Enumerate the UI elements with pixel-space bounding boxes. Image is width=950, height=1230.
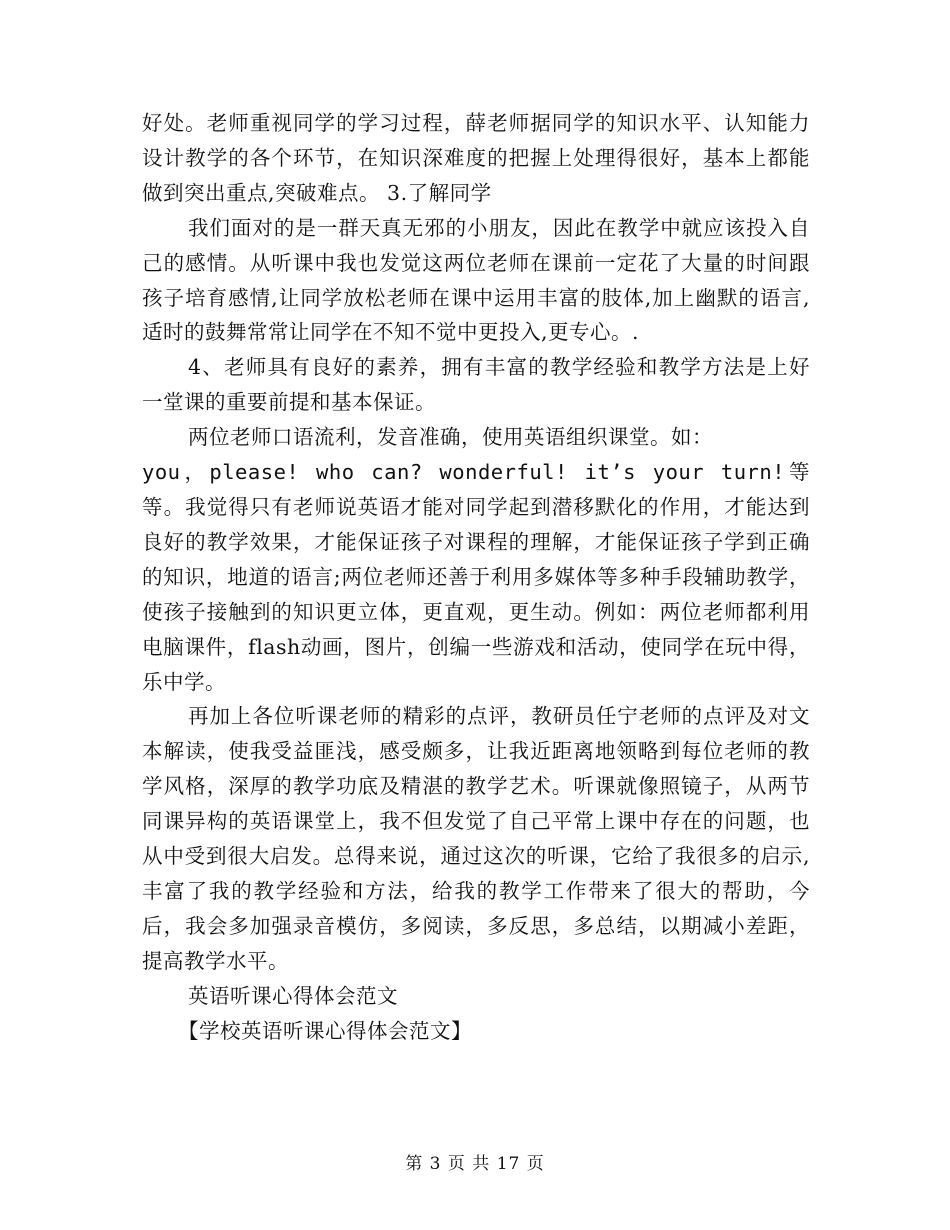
paragraph-2: 我们面对的是一群天真无邪的小朋友，因此在教学中就应该投入自己的感情。从听课中我也发觉这两位老师在课前一定花了大量的时间跟孩子培育感情,让同学放松老师在课中运用丰富的肢体,加上幽默的语言,适时的鼓舞常常让同学在不知不觉中更投入,更专心。.	[142, 215, 810, 345]
paragraph-5-text: 等等。我觉得只有老师说英语才能对同学起到潜移默化的作用，才能达到良好的教学效果，才能保证孩子对课程的理解，才能保证孩子学到正确的知识，地道的语言;两位老师还善于利用多媒体等多种手段辅助教学，使孩子接触到的知识更立体，更直观，更生动。例如：两位老师都利用电脑课件，flash动画，图片，创编一些游戏和活动，使同学在玩中得，乐中学。	[142, 460, 811, 694]
english-phrases: you，please! who can? wonderful! it’s your turn!	[142, 460, 786, 485]
section-heading: 英语听课心得体会范文	[188, 983, 398, 1008]
page-number: 第 3 页 共 17 页	[405, 1154, 545, 1174]
section-subheading: 【学校英语听课心得体会范文】	[178, 1018, 472, 1043]
document-body	[142, 106, 810, 1048]
paragraph-1: 好处。老师重视同学的学习过程，薛老师据同学的知识水平、认知能力设计教学的各个环节，在知识深难度的把握上处理得很好，基本上都能做到突出重点,突破难点。 3.了解同学	[142, 111, 810, 205]
page-footer	[0, 1152, 950, 1176]
paragraph-5	[142, 455, 810, 699]
paragraph-4: 两位老师口语流利，发音准确，使用英语组织课堂。如：	[188, 425, 713, 450]
paragraph-3: 4、老师具有良好的素养，拥有丰富的教学经验和教学方法是上好一堂课的重要前提和基本保证。	[142, 355, 810, 415]
paragraph-6: 再加上各位听课老师的精彩的点评，教研员任宁老师的点评及对文本解读，使我受益匪浅，感受颇多，让我近距离地领略到每位老师的教学风格，深厚的教学功底及精湛的教学艺术。听课就像照镜子，从两节同课异构的英语课堂上，我不但发觉了自己平常上课中存在的问题，也从中受到很大启发。总得来说，通过这次的听课，它给了我很多的启示,丰富了我的教学经验和方法，给我的教学工作带来了很大的帮助，今后，我会多加强录音模仿，多阅读，多反思，多总结，以期减小差距，提高教学水平。	[142, 704, 810, 973]
